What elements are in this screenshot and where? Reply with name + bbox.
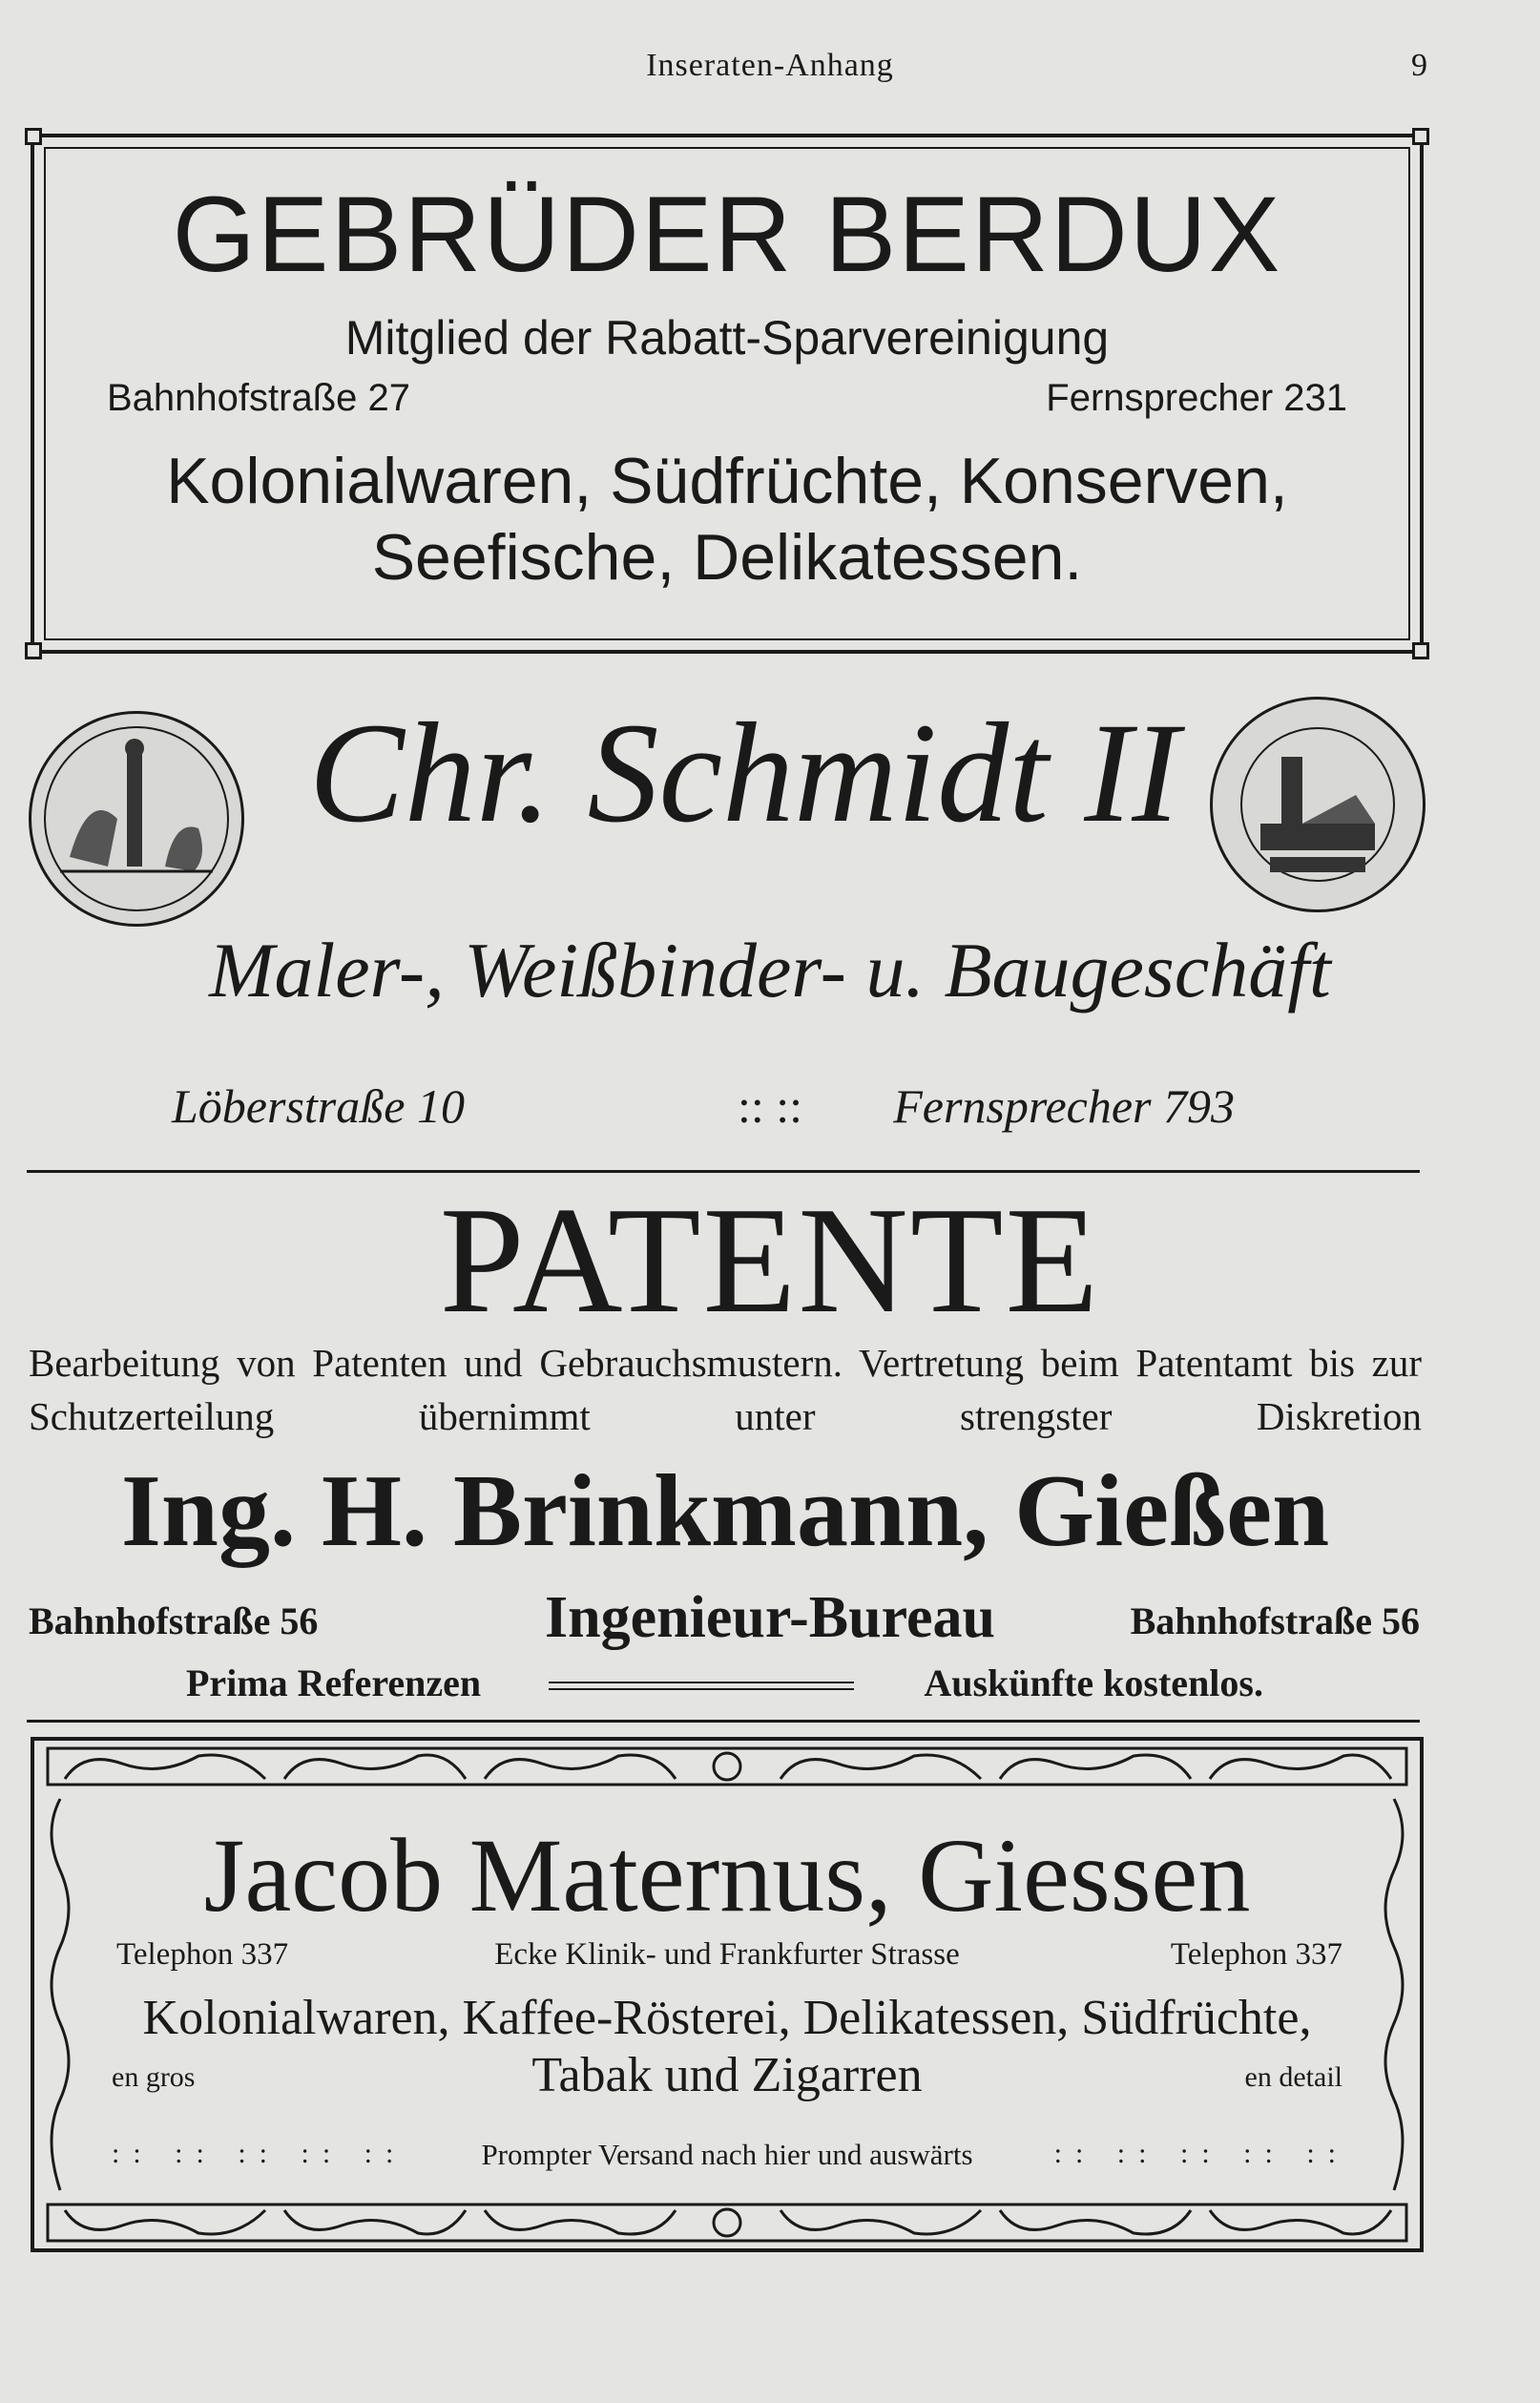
ad-maternus-footer: Prompter Versand nach hier und auswärts (481, 2138, 973, 2171)
medal-left-icon (29, 711, 244, 927)
ad-berdux-address: Bahnhofstraße 27 (107, 377, 410, 419)
corner-ornament (1412, 128, 1429, 145)
ad-brinkmann-bureau: Ingenieur-Bureau (545, 1585, 995, 1650)
corner-ornament (1412, 642, 1429, 659)
ad-maternus-dots-right: :: :: :: :: :: (1053, 2138, 1349, 2169)
medal-right-icon (1210, 697, 1426, 912)
ad-berdux-phone: Fernsprecher 231 (1046, 377, 1347, 419)
ad-maternus-tel-left: Telephon 337 (116, 1937, 289, 1972)
ad-schmidt-title: Chr. Schmidt II (308, 694, 1180, 852)
ad-maternus-en-detail: en detail (1244, 2061, 1342, 2093)
divider-rule (27, 1720, 1420, 1723)
corner-ornament (25, 642, 42, 659)
ad-maternus-corner: Ecke Klinik- und Frankfurter Strasse (494, 1937, 960, 1972)
ad-patente-text: Bearbeitung von Patenten und Gebrauchsmustern. Vertretung beim Patentamt bis zur Schutzerteilung übernimmt unter strengster Diskretion (29, 1341, 1422, 1438)
ornament-band-bottom (46, 2201, 1408, 2245)
ad-schmidt-phone: Fernsprecher 793 (893, 1079, 1235, 1133)
ad-patente-headline: PATENTE (439, 1175, 1101, 1345)
ad-schmidt-subtitle: Maler-, Weißbinder- u. Baugeschäft (209, 927, 1331, 1013)
ad-brinkmann-address-right: Bahnhofstraße 56 (1130, 1599, 1420, 1642)
ad-maternus-goods-line2: Tabak und Zigarren (531, 2048, 923, 2102)
ad-brinkmann-name: Ing. H. Brinkmann, Gießen (120, 1454, 1330, 1568)
running-head: Inseraten-Anhang (646, 48, 894, 83)
ad-brinkmann-references: Prima Referenzen (186, 1661, 482, 1704)
ad-berdux-goods-line2: Seefische, Delikatessen. (371, 521, 1083, 594)
page-number: 9 (1411, 48, 1427, 83)
ad-maternus-dots-left: :: :: :: :: :: (112, 2138, 407, 2169)
ad-berdux-subtitle: Mitglied der Rabatt-Sparvereinigung (344, 311, 1110, 365)
corner-ornament (25, 128, 42, 145)
ad-brinkmann-info: Auskünfte kostenlos. (924, 1661, 1263, 1704)
ad-schmidt (0, 668, 1540, 1174)
ad-maternus-tel-right: Telephon 337 (1170, 1937, 1342, 1972)
ad-maternus-en-gros: en gros (112, 2061, 196, 2093)
ad-berdux-goods-line1: Kolonialwaren, Südfrüchte, Konserven, (166, 445, 1288, 517)
ad-schmidt-address: Löberstraße 10 (172, 1079, 465, 1133)
ad-schmidt-separator: :: :: (737, 1079, 803, 1133)
ad-berdux (31, 134, 1424, 654)
ad-maternus-goods-line1: Kolonialwaren, Kaffee-Rösterei, Delikatessen, Südfrüchte, (142, 1991, 1312, 2045)
ad-brinkmann-dash (549, 1682, 854, 1690)
ad-berdux-title: GEBRÜDER BERDUX (172, 175, 1282, 294)
divider-rule (27, 1170, 1420, 1173)
ad-brinkmann-address-left: Bahnhofstraße 56 (29, 1599, 319, 1642)
ad-maternus-name: Jacob Maternus, Giessen (203, 1817, 1251, 1933)
ornament-band-top (46, 1745, 1408, 1788)
ad-maternus (31, 1737, 1424, 2252)
